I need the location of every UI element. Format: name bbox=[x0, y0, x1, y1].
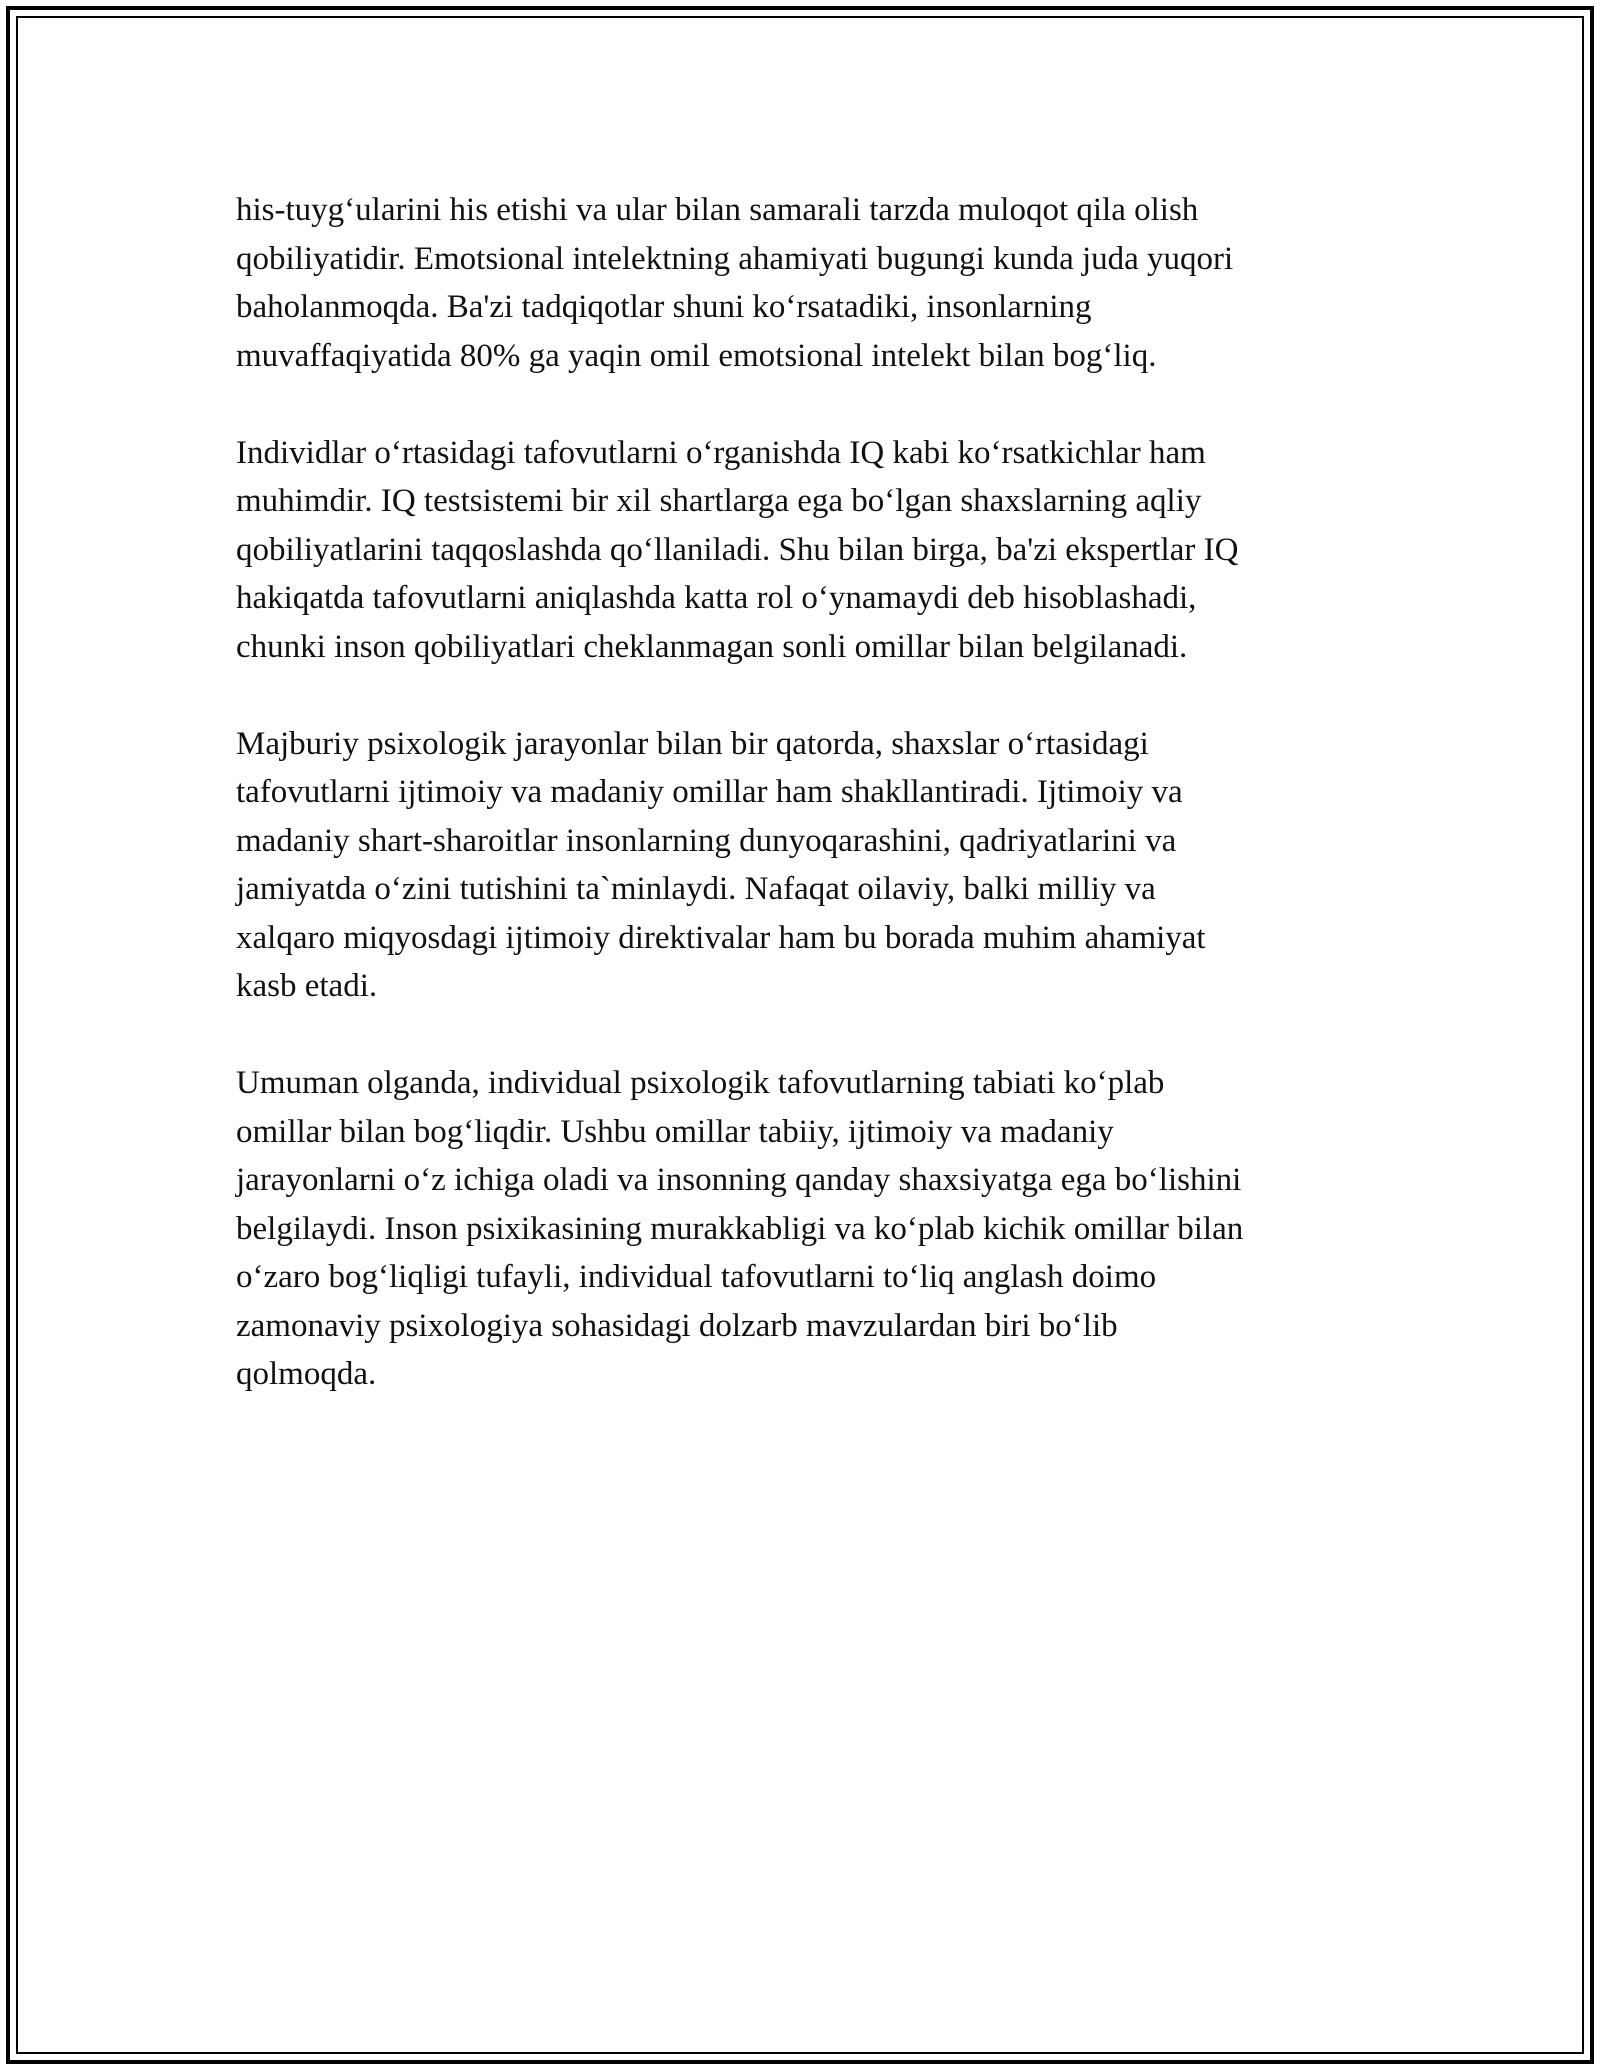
paragraph-emotional-intelligence: his-tuyg‘ularini his etishi va ular bilan samarali tarzda muloqot qila olish qobiliyatidir. Emotsional intelektning ahamiyati bugungi kunda juda yuqori baholanmoqda. Ba'zi tadqiqotlar shuni ko‘rsatadiki, insonlarning muvaffaqiyatida 80% ga yaqin omil emotsional intelekt bilan bog‘liq. bbox=[236, 192, 1234, 374]
paragraph-conclusion: Umuman olganda, individual psixologik tafovutlarning tabiati ko‘plab omillar bilan bog‘liqdir. Ushbu omillar tabiiy, ijtimoiy va madaniy jarayonlarni o‘z ichiga oladi va insonning qanday shaxsiyatga ega bo‘lishini belgilaydi. Inson psixikasining murakkabligi va ko‘plab kichik omillar bilan o‘zaro bog‘liqligi tufayli, individual tafovutlarni to‘liq anglash doimo zamonaviy psixologiya sohasidagi dolzarb mavzulardan biri bo‘lib qolmoqda. bbox=[236, 1065, 1244, 1392]
document-body bbox=[236, 186, 1366, 1399]
paragraph-social-cultural-factors: Majburiy psixologik jarayonlar bilan bir qatorda, shaxslar o‘rtasidagi tafovutlarni ijtimoiy va madaniy omillar ham shakllantiradi. Ijtimoiy va madaniy shart-sharoitlar insonlarning dunyoqarashini, qadriyatlarini va jamiyatda o‘zini tutishini ta`minlaydi. Nafaqat oilaviy, balki milliy va xalqaro miqyosdagi ijtimoiy direktivalar ham bu borada muhim ahamiyat kasb etadi. bbox=[236, 725, 1206, 1004]
paragraph-iq-differences: Individlar o‘rtasidagi tafovutlarni o‘rganishda IQ kabi ko‘rsatkichlar ham muhimdir. IQ testsistemi bir xil shartlarga ega bo‘lgan shaxslarning aqliy qobiliyatlarini taqqoslashda qo‘llaniladi. Shu bilan birga, ba'zi ekspertlar IQ hakiqatda tafovutlarni aniqlashda katta rol o‘ynamaydi deb hisoblashadi, chunki inson qobiliyatlari cheklanmagan sonli omillar bilan belgilanadi. bbox=[236, 434, 1239, 665]
